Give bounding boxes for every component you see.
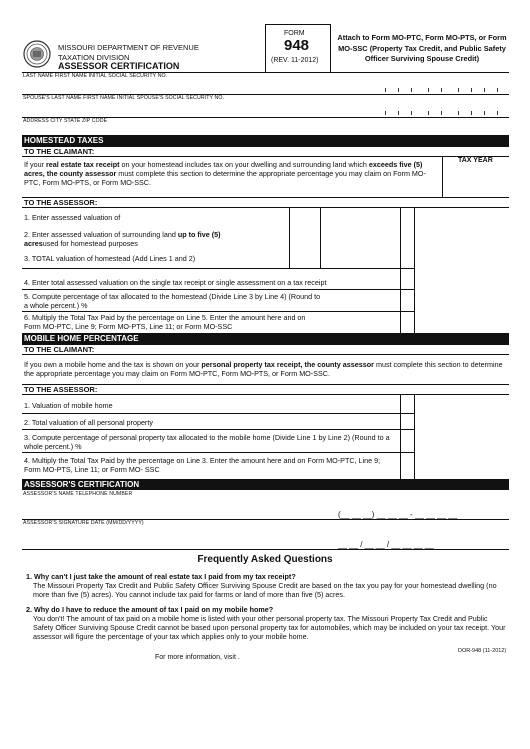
certification-section-title: ASSESSOR'S CERTIFICATION bbox=[22, 479, 509, 490]
homestead-assessor-title: TO THE ASSESSOR: bbox=[22, 197, 509, 208]
homestead-line-2: 2. Enter assessed valuation of surrounding land up to five (5) acresused for homestead purposes bbox=[24, 230, 221, 248]
mobile-line-3-field[interactable] bbox=[415, 430, 509, 451]
faq-title: Frequently Asked Questions bbox=[197, 554, 333, 565]
spouse-name-ssn-field[interactable] bbox=[22, 101, 509, 115]
homestead-line-2-field[interactable] bbox=[290, 228, 319, 246]
homestead-line-5: 5. Compute percentage of tax allocated to the homestead (Divide Line 3 by Line 4) (Round to a whole percent.) % bbox=[24, 292, 321, 310]
mobile-line-2: 2. Total valuation of all personal property bbox=[24, 418, 153, 427]
certification-date-field[interactable]: __ __ / __ __ / __ __ __ __ bbox=[338, 540, 434, 549]
form-number: 948 bbox=[284, 37, 310, 54]
more-info-text: For more information, visit . bbox=[155, 654, 240, 661]
homestead-line-1: 1. Enter assessed valuation of bbox=[24, 213, 121, 222]
agency-name: MISSOURI DEPARTMENT OF REVENUE bbox=[58, 43, 199, 52]
assessor-signature-field[interactable] bbox=[22, 527, 332, 547]
homestead-line-6-field[interactable] bbox=[415, 312, 509, 332]
homestead-section-title: HOMESTEAD TAXES bbox=[22, 135, 509, 146]
form-label: FORM bbox=[284, 30, 305, 37]
mobile-line-2-field[interactable] bbox=[415, 414, 509, 428]
address-label: ADDRESS CITY STATE ZIP CODE bbox=[23, 118, 108, 124]
spouse-name-ssn-label: SPOUSE'S LAST NAME FIRST NAME INITIAL SPOUSE'S SOCIAL SECURITY NO. bbox=[23, 95, 225, 101]
form-code: DOR-948 (11-2012) bbox=[458, 648, 507, 654]
homestead-claimant-title: TO THE CLAIMANT: bbox=[22, 146, 509, 157]
homestead-line-5-field[interactable] bbox=[415, 291, 509, 310]
mobile-claimant-instructions: If you own a mobile home and the tax is shown on your personal property tax receipt, the county assessor must complete this section to determine the appropriate percentage you may claim on Form MO-PTC, Form MO-PTS, or Form MO-SSC. bbox=[24, 360, 503, 378]
homestead-line-4-field[interactable] bbox=[415, 270, 509, 288]
tax-year-label: TAX YEAR bbox=[458, 157, 493, 164]
faq-question-2: 2. Why do I have to reduce the amount of tax I paid on my mobile home? bbox=[26, 605, 274, 614]
homestead-claimant-instructions: If your real estate tax receipt on your homestead includes tax on your dwelling and surrounding land which exceeds five (5) acres, the county assessor must complete this section to determine the appropriate percentage you may claim on Form MO-PTC, Form MO-PTS, or Form MO-SSC. bbox=[24, 160, 426, 187]
homestead-line-6: 6. Multiply the Total Tax Paid by the percentage on Line 5. Enter the amount here and on Form MO-PTC, Line 9; Form MO-PTS, Line 11; or Form MO-SSC bbox=[24, 313, 306, 331]
faq-question-1: 1. Why can't I just take the amount of real estate tax I paid from my tax receipt? bbox=[26, 572, 296, 581]
address-field[interactable] bbox=[22, 124, 509, 134]
mobile-line-4-field[interactable] bbox=[415, 453, 509, 477]
assessor-phone-field[interactable]: (__ __ __) __ __ __ - __ __ __ __ bbox=[338, 510, 458, 519]
form-revision: (REV. 11-2012) bbox=[271, 57, 319, 64]
division-name: TAXATION DIVISION bbox=[58, 53, 130, 62]
name-ssn-field[interactable] bbox=[22, 79, 509, 93]
form-title: ASSESSOR CERTIFICATION bbox=[58, 61, 180, 71]
attach-note: Attach to Form MO-PTC, Form MO-PTS, or Form MO-SSC (Property Tax Credit, and Public Safety Officer Surviving Spouse Credit) bbox=[337, 33, 507, 63]
homestead-line-4: 4. Enter total assessed valuation on the single tax receipt or single assessment on a tax receipt bbox=[24, 278, 327, 287]
homestead-line-3: 3. TOTAL valuation of homestead (Add Lines 1 and 2) bbox=[24, 254, 196, 263]
mobile-line-4: 4. Multiply the Total Tax Paid by the percentage on Line 3. Enter the amount here and on Form MO-PTC, Line 9; Form MO-PTS, Line 11; or Form MO- SSC bbox=[24, 456, 381, 474]
homestead-line-3-field[interactable] bbox=[321, 250, 399, 266]
state-seal-icon bbox=[23, 40, 51, 68]
name-ssn-label: LAST NAME FIRST NAME INITIAL SOCIAL SECURITY NO. bbox=[23, 73, 168, 79]
mobile-claimant-title: TO THE CLAIMANT: bbox=[22, 344, 509, 355]
mobile-line-1: 1. Valuation of mobile home bbox=[24, 401, 113, 410]
mobile-line-3: 3. Compute percentage of personal property tax allocated to the mobile home (Divide Line 1 by Line 2) (Round to a whole percent.) % bbox=[24, 433, 390, 451]
assessor-name-phone-label: ASSESSOR'S NAME TELEPHONE NUMBER bbox=[23, 491, 133, 497]
mobile-assessor-title: TO THE ASSESSOR: bbox=[22, 384, 509, 395]
mobile-section-title: MOBILE HOME PERCENTAGE bbox=[22, 333, 509, 344]
tax-year-field[interactable] bbox=[443, 167, 509, 195]
faq-answer-2: You don't! The amount of tax paid on a mobile home is listed with your other personal property tax. The Missouri Property Tax Credit and Public Safety Officer Surviving Spouse Credit cannot be based upon personal property tax for automobiles, which may be included on your tax receipt. Your assessor will figure the percentage of your tax which applies only to your mobile home. bbox=[33, 614, 506, 641]
homestead-line-1-field[interactable] bbox=[290, 210, 319, 225]
mobile-line-1-field[interactable] bbox=[415, 397, 509, 412]
assessor-name-field[interactable] bbox=[22, 498, 332, 518]
faq-answer-1: The Missouri Property Tax Credit and Public Safety Officer Surviving Spouse Credit are based on the tax you pay for your homestead dwelling (no more than five (5) acres). You cannot include tax paid for farms or land of more than five (5) acres. bbox=[33, 581, 497, 599]
assessor-signature-date-label: ASSESSOR'S SIGNATURE DATE (MM/DD/YYYY) bbox=[23, 520, 144, 526]
